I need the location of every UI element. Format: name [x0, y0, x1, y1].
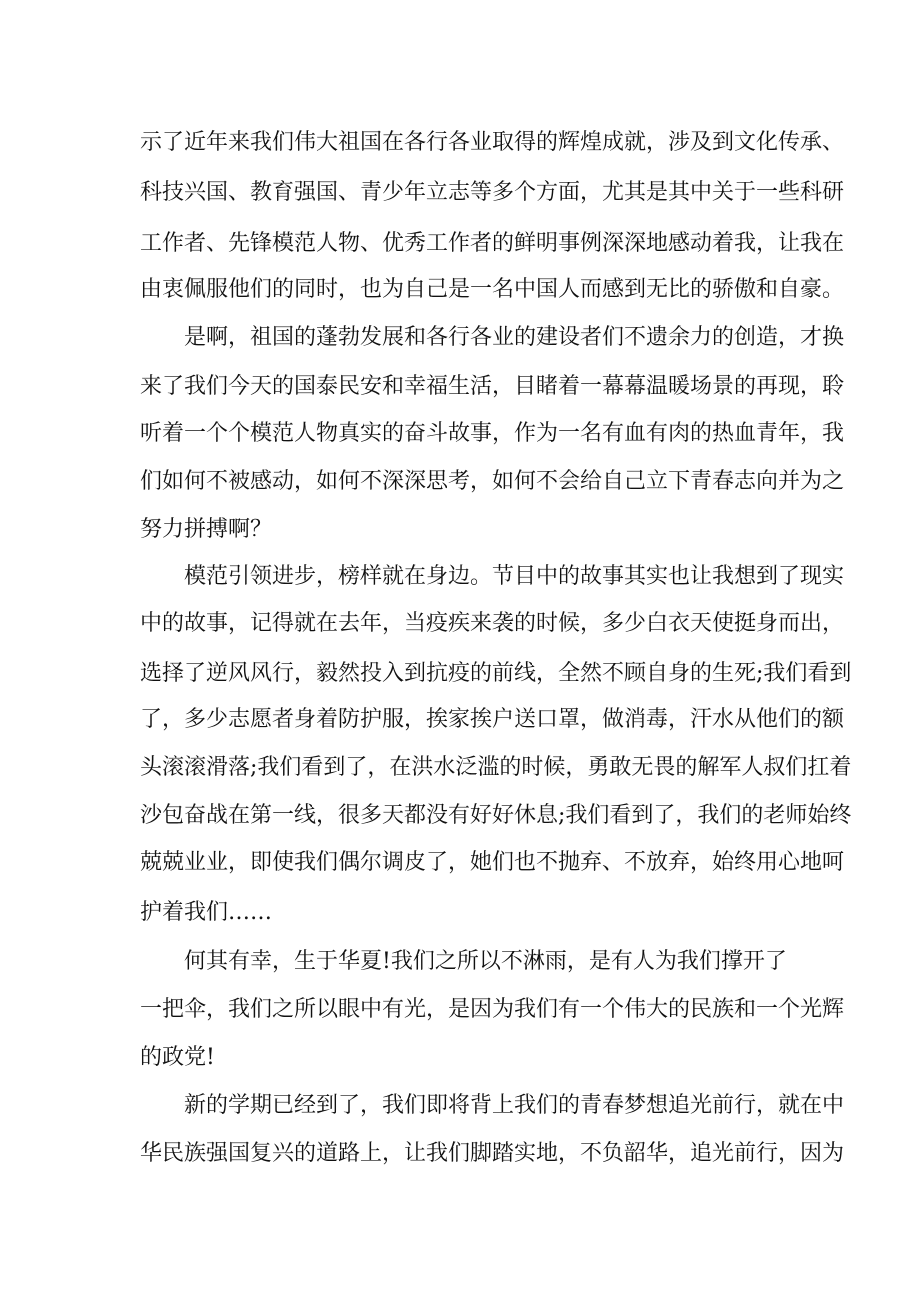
text-line: 们如何不被感动，如何不深深思考，如何不会给自己立下青春志向并为之	[140, 469, 845, 494]
text-line: 选择了逆风风行，毅然投入到抗疫的前线，全然不顾自身的生死;我们看到	[140, 661, 852, 686]
text-line: 华民族强国复兴的道路上，让我们脚踏实地，不负韶华，追光前行，因为	[140, 1141, 845, 1166]
text-line: 科技兴国、教育强国、青少年立志等多个方面，尤其是其中关于一些科研	[140, 180, 845, 205]
text-line: 中的故事，记得就在去年，当疫疾来袭的时候，多少白衣天使挺身而出，	[140, 611, 845, 636]
text-line: 的政党!	[140, 1045, 215, 1070]
text-line: 头滚滚滑落;我们看到了，在洪水泛滥的时候，勇敢无畏的解军人叔们扛着	[140, 755, 852, 780]
text-line: 一把伞，我们之所以眼中有光，是因为我们有一个伟大的民族和一个光辉	[140, 997, 845, 1022]
text-line: 了，多少志愿者身着防护服，挨家挨户送口罩，做消毒，汗水从他们的额	[140, 707, 845, 732]
text-line: 示了近年来我们伟大祖国在各行各业取得的辉煌成就，涉及到文化传承、	[140, 130, 845, 155]
text-line: 由衷佩服他们的同时，也为自己是一名中国人而感到无比的骄傲和自豪。	[140, 277, 845, 302]
text-line: 护着我们……	[140, 900, 273, 925]
paragraph-first-line: 何其有幸，生于华夏!我们之所以不淋雨，是有人为我们撑开了	[184, 949, 787, 974]
paragraph-first-line: 是啊，祖国的蓬勃发展和各行各业的建设者们不遗余力的创造，才换	[184, 325, 845, 350]
paragraph-first-line: 新的学期已经到了，我们即将背上我们的青春梦想追光前行，就在中	[184, 1093, 845, 1118]
text-line: 沙包奋战在第一线，很多天都没有好好休息;我们看到了，我们的老师始终	[140, 803, 852, 828]
text-line: 来了我们今天的国泰民安和幸福生活，目睹着一幕幕温暖场景的再现，聆	[140, 374, 845, 399]
text-line: 努力拼搏啊？	[140, 517, 273, 542]
paragraph-first-line: 模范引领进步，榜样就在身边。节目中的故事其实也让我想到了现实	[184, 564, 845, 589]
text-line: 听着一个个模范人物真实的奋斗故事，作为一名有血有肉的热血青年，我	[140, 421, 845, 446]
text-line: 工作者、先锋模范人物、优秀工作者的鲜明事例深深地感动着我，让我在	[140, 231, 845, 256]
text-line: 兢兢业业，即使我们偶尔调皮了，她们也不抛弃、不放弃，始终用心地呵	[140, 850, 845, 875]
